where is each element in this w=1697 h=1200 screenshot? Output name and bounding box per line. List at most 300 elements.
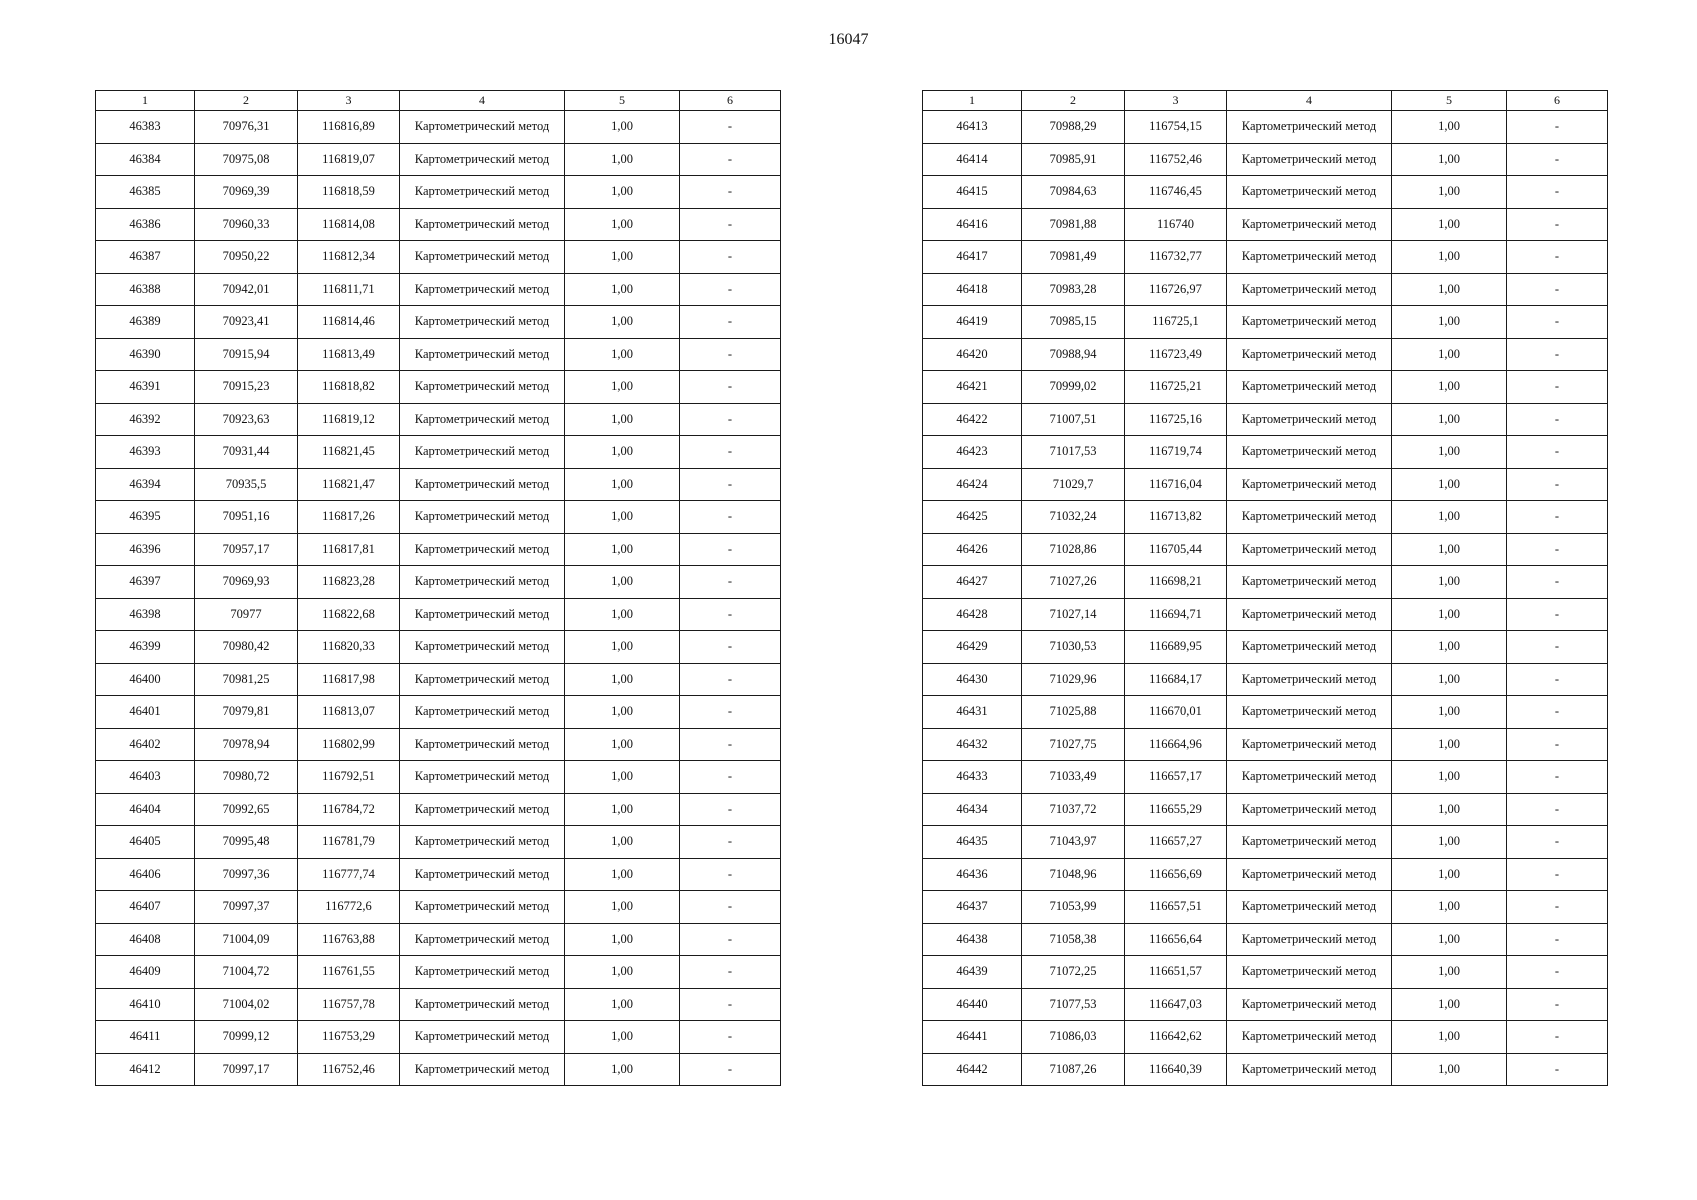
point-number-cell: 46413 — [923, 111, 1022, 144]
note-cell: - — [680, 338, 781, 371]
y-coordinate-cell: 116822,68 — [298, 598, 400, 631]
method-cell: Картометрический метод — [1227, 273, 1392, 306]
column-header-4: 4 — [1227, 91, 1392, 111]
table-row — [923, 956, 1608, 989]
x-coordinate-cell: 70979,81 — [195, 696, 298, 729]
table-row — [96, 241, 781, 274]
column-header-2: 2 — [1022, 91, 1125, 111]
x-coordinate-cell: 71007,51 — [1022, 403, 1125, 436]
column-header-6: 6 — [680, 91, 781, 111]
point-number-cell: 46398 — [96, 598, 195, 631]
table-row — [96, 826, 781, 859]
accuracy-cell: 1,00 — [1392, 891, 1507, 924]
point-number-cell: 46409 — [96, 956, 195, 989]
method-cell: Картометрический метод — [400, 728, 565, 761]
y-coordinate-cell: 116784,72 — [298, 793, 400, 826]
accuracy-cell: 1,00 — [565, 403, 680, 436]
x-coordinate-cell: 71058,38 — [1022, 923, 1125, 956]
accuracy-cell: 1,00 — [1392, 761, 1507, 794]
accuracy-cell: 1,00 — [565, 273, 680, 306]
note-cell: - — [680, 696, 781, 729]
y-coordinate-cell: 116670,01 — [1125, 696, 1227, 729]
point-number-cell: 46437 — [923, 891, 1022, 924]
accuracy-cell: 1,00 — [565, 988, 680, 1021]
point-number-cell: 46416 — [923, 208, 1022, 241]
x-coordinate-cell: 70969,39 — [195, 176, 298, 209]
column-header-5: 5 — [1392, 91, 1507, 111]
x-coordinate-cell: 70935,5 — [195, 468, 298, 501]
point-number-cell: 46400 — [96, 663, 195, 696]
point-number-cell: 46422 — [923, 403, 1022, 436]
point-number-cell: 46404 — [96, 793, 195, 826]
x-coordinate-cell: 70988,94 — [1022, 338, 1125, 371]
note-cell: - — [680, 468, 781, 501]
table-row — [96, 956, 781, 989]
accuracy-cell: 1,00 — [1392, 176, 1507, 209]
method-cell: Картометрический метод — [400, 338, 565, 371]
accuracy-cell: 1,00 — [565, 1021, 680, 1054]
note-cell: - — [680, 826, 781, 859]
x-coordinate-cell: 71017,53 — [1022, 436, 1125, 469]
table-row — [96, 728, 781, 761]
x-coordinate-cell: 71029,96 — [1022, 663, 1125, 696]
method-cell: Картометрический метод — [400, 273, 565, 306]
accuracy-cell: 1,00 — [1392, 696, 1507, 729]
note-cell: - — [680, 923, 781, 956]
y-coordinate-cell: 116818,59 — [298, 176, 400, 209]
point-number-cell: 46399 — [96, 631, 195, 664]
point-number-cell: 46396 — [96, 533, 195, 566]
accuracy-cell: 1,00 — [565, 858, 680, 891]
method-cell: Картометрический метод — [1227, 306, 1392, 339]
accuracy-cell: 1,00 — [565, 631, 680, 664]
method-cell: Картометрический метод — [1227, 631, 1392, 664]
x-coordinate-cell: 70976,31 — [195, 111, 298, 144]
accuracy-cell: 1,00 — [1392, 208, 1507, 241]
point-number-cell: 46392 — [96, 403, 195, 436]
method-cell: Картометрический метод — [1227, 761, 1392, 794]
y-coordinate-cell: 116651,57 — [1125, 956, 1227, 989]
table-row — [96, 923, 781, 956]
accuracy-cell: 1,00 — [1392, 956, 1507, 989]
table-row — [96, 501, 781, 534]
note-cell: - — [680, 436, 781, 469]
x-coordinate-cell: 70988,29 — [1022, 111, 1125, 144]
y-coordinate-cell: 116719,74 — [1125, 436, 1227, 469]
point-number-cell: 46418 — [923, 273, 1022, 306]
accuracy-cell: 1,00 — [1392, 1053, 1507, 1086]
x-coordinate-cell: 70950,22 — [195, 241, 298, 274]
y-coordinate-cell: 116781,79 — [298, 826, 400, 859]
accuracy-cell: 1,00 — [1392, 793, 1507, 826]
x-coordinate-cell: 70997,37 — [195, 891, 298, 924]
note-cell: - — [680, 403, 781, 436]
y-coordinate-cell: 116812,34 — [298, 241, 400, 274]
y-coordinate-cell: 116732,77 — [1125, 241, 1227, 274]
method-cell: Картометрический метод — [1227, 208, 1392, 241]
y-coordinate-cell: 116657,51 — [1125, 891, 1227, 924]
method-cell: Картометрический метод — [1227, 988, 1392, 1021]
method-cell: Картометрический метод — [1227, 891, 1392, 924]
table-row — [923, 631, 1608, 664]
accuracy-cell: 1,00 — [1392, 598, 1507, 631]
accuracy-cell: 1,00 — [565, 306, 680, 339]
note-cell: - — [680, 631, 781, 664]
method-cell: Картометрический метод — [1227, 371, 1392, 404]
point-number-cell: 46411 — [96, 1021, 195, 1054]
x-coordinate-cell: 71027,26 — [1022, 566, 1125, 599]
y-coordinate-cell: 116657,27 — [1125, 826, 1227, 859]
table-row — [923, 598, 1608, 631]
point-number-cell: 46426 — [923, 533, 1022, 566]
point-number-cell: 46427 — [923, 566, 1022, 599]
point-number-cell: 46430 — [923, 663, 1022, 696]
point-number-cell: 46407 — [96, 891, 195, 924]
accuracy-cell: 1,00 — [1392, 468, 1507, 501]
table-row — [923, 826, 1608, 859]
note-cell: - — [1507, 1053, 1608, 1086]
table-row — [96, 533, 781, 566]
table-row — [923, 241, 1608, 274]
note-cell: - — [680, 111, 781, 144]
y-coordinate-cell: 116656,69 — [1125, 858, 1227, 891]
method-cell: Картометрический метод — [1227, 143, 1392, 176]
table-row — [923, 111, 1608, 144]
accuracy-cell: 1,00 — [565, 826, 680, 859]
method-cell: Картометрический метод — [1227, 598, 1392, 631]
point-number-cell: 46394 — [96, 468, 195, 501]
accuracy-cell: 1,00 — [1392, 306, 1507, 339]
column-header-1: 1 — [96, 91, 195, 111]
accuracy-cell: 1,00 — [565, 208, 680, 241]
x-coordinate-cell: 71037,72 — [1022, 793, 1125, 826]
y-coordinate-cell: 116698,21 — [1125, 566, 1227, 599]
accuracy-cell: 1,00 — [565, 533, 680, 566]
x-coordinate-cell: 71043,97 — [1022, 826, 1125, 859]
accuracy-cell: 1,00 — [1392, 631, 1507, 664]
y-coordinate-cell: 116820,33 — [298, 631, 400, 664]
accuracy-cell: 1,00 — [1392, 338, 1507, 371]
note-cell: - — [1507, 631, 1608, 664]
x-coordinate-cell: 71028,86 — [1022, 533, 1125, 566]
method-cell: Картометрический метод — [400, 566, 565, 599]
note-cell: - — [1507, 436, 1608, 469]
table-row — [923, 566, 1608, 599]
method-cell: Картометрический метод — [1227, 663, 1392, 696]
accuracy-cell: 1,00 — [565, 176, 680, 209]
note-cell: - — [1507, 956, 1608, 989]
point-number-cell: 46425 — [923, 501, 1022, 534]
point-number-cell: 46412 — [96, 1053, 195, 1086]
method-cell: Картометрический метод — [1227, 1021, 1392, 1054]
x-coordinate-cell: 71025,88 — [1022, 696, 1125, 729]
method-cell: Картометрический метод — [1227, 338, 1392, 371]
table-row — [96, 176, 781, 209]
note-cell: - — [1507, 566, 1608, 599]
accuracy-cell: 1,00 — [1392, 728, 1507, 761]
accuracy-cell: 1,00 — [1392, 143, 1507, 176]
method-cell: Картометрический метод — [400, 956, 565, 989]
accuracy-cell: 1,00 — [1392, 371, 1507, 404]
table-row — [96, 111, 781, 144]
point-number-cell: 46433 — [923, 761, 1022, 794]
point-number-cell: 46414 — [923, 143, 1022, 176]
method-cell: Картометрический метод — [1227, 533, 1392, 566]
x-coordinate-cell: 71029,7 — [1022, 468, 1125, 501]
y-coordinate-cell: 116817,26 — [298, 501, 400, 534]
note-cell: - — [1507, 533, 1608, 566]
accuracy-cell: 1,00 — [565, 956, 680, 989]
point-number-cell: 46435 — [923, 826, 1022, 859]
y-coordinate-cell: 116723,49 — [1125, 338, 1227, 371]
y-coordinate-cell: 116819,12 — [298, 403, 400, 436]
y-coordinate-cell: 116821,45 — [298, 436, 400, 469]
table-header-row — [96, 91, 781, 111]
x-coordinate-cell: 70942,01 — [195, 273, 298, 306]
method-cell: Картометрический метод — [400, 241, 565, 274]
accuracy-cell: 1,00 — [565, 696, 680, 729]
x-coordinate-cell: 71086,03 — [1022, 1021, 1125, 1054]
y-coordinate-cell: 116694,71 — [1125, 598, 1227, 631]
y-coordinate-cell: 116814,08 — [298, 208, 400, 241]
x-coordinate-cell: 70923,41 — [195, 306, 298, 339]
table-row — [96, 1053, 781, 1086]
y-coordinate-cell: 116802,99 — [298, 728, 400, 761]
point-number-cell: 46431 — [923, 696, 1022, 729]
y-coordinate-cell: 116725,1 — [1125, 306, 1227, 339]
table-row — [923, 663, 1608, 696]
x-coordinate-cell: 71004,02 — [195, 988, 298, 1021]
note-cell: - — [1507, 696, 1608, 729]
note-cell: - — [680, 1021, 781, 1054]
table-row — [96, 793, 781, 826]
method-cell: Картометрический метод — [1227, 728, 1392, 761]
y-coordinate-cell: 116757,78 — [298, 988, 400, 1021]
point-number-cell: 46423 — [923, 436, 1022, 469]
method-cell: Картометрический метод — [400, 501, 565, 534]
note-cell: - — [680, 761, 781, 794]
accuracy-cell: 1,00 — [565, 1053, 680, 1086]
table-row — [923, 696, 1608, 729]
column-header-5: 5 — [565, 91, 680, 111]
note-cell: - — [1507, 923, 1608, 956]
method-cell: Картометрический метод — [400, 988, 565, 1021]
accuracy-cell: 1,00 — [565, 566, 680, 599]
y-coordinate-cell: 116814,46 — [298, 306, 400, 339]
y-coordinate-cell: 116819,07 — [298, 143, 400, 176]
point-number-cell: 46389 — [96, 306, 195, 339]
x-coordinate-cell: 70992,65 — [195, 793, 298, 826]
y-coordinate-cell: 116763,88 — [298, 923, 400, 956]
point-number-cell: 46385 — [96, 176, 195, 209]
accuracy-cell: 1,00 — [565, 923, 680, 956]
accuracy-cell: 1,00 — [565, 501, 680, 534]
table-row — [96, 468, 781, 501]
y-coordinate-cell: 116746,45 — [1125, 176, 1227, 209]
method-cell: Картометрический метод — [1227, 176, 1392, 209]
accuracy-cell: 1,00 — [1392, 663, 1507, 696]
method-cell: Картометрический метод — [1227, 793, 1392, 826]
table-row — [96, 208, 781, 241]
point-number-cell: 46401 — [96, 696, 195, 729]
table-row — [96, 436, 781, 469]
note-cell: - — [680, 728, 781, 761]
column-header-3: 3 — [298, 91, 400, 111]
accuracy-cell: 1,00 — [565, 338, 680, 371]
x-coordinate-cell: 71004,09 — [195, 923, 298, 956]
y-coordinate-cell: 116821,47 — [298, 468, 400, 501]
y-coordinate-cell: 116640,39 — [1125, 1053, 1227, 1086]
method-cell: Картометрический метод — [1227, 436, 1392, 469]
method-cell: Картометрический метод — [1227, 1053, 1392, 1086]
method-cell: Картометрический метод — [1227, 111, 1392, 144]
method-cell: Картометрический метод — [400, 111, 565, 144]
y-coordinate-cell: 116761,55 — [298, 956, 400, 989]
y-coordinate-cell: 116817,81 — [298, 533, 400, 566]
method-cell: Картометрический метод — [400, 371, 565, 404]
note-cell: - — [680, 598, 781, 631]
y-coordinate-cell: 116811,71 — [298, 273, 400, 306]
table-row — [923, 728, 1608, 761]
note-cell: - — [1507, 663, 1608, 696]
y-coordinate-cell: 116655,29 — [1125, 793, 1227, 826]
point-number-cell: 46432 — [923, 728, 1022, 761]
method-cell: Картометрический метод — [400, 403, 565, 436]
table-row — [923, 306, 1608, 339]
accuracy-cell: 1,00 — [1392, 111, 1507, 144]
accuracy-cell: 1,00 — [565, 241, 680, 274]
point-number-cell: 46390 — [96, 338, 195, 371]
x-coordinate-cell: 70984,63 — [1022, 176, 1125, 209]
y-coordinate-cell: 116813,07 — [298, 696, 400, 729]
point-number-cell: 46434 — [923, 793, 1022, 826]
x-coordinate-cell: 70983,28 — [1022, 273, 1125, 306]
y-coordinate-cell: 116740 — [1125, 208, 1227, 241]
point-number-cell: 46403 — [96, 761, 195, 794]
point-number-cell: 46415 — [923, 176, 1022, 209]
method-cell: Картометрический метод — [1227, 501, 1392, 534]
method-cell: Картометрический метод — [1227, 826, 1392, 859]
x-coordinate-cell: 70978,94 — [195, 728, 298, 761]
note-cell: - — [680, 208, 781, 241]
accuracy-cell: 1,00 — [565, 761, 680, 794]
method-cell: Картометрический метод — [400, 533, 565, 566]
y-coordinate-cell: 116689,95 — [1125, 631, 1227, 664]
accuracy-cell: 1,00 — [565, 111, 680, 144]
table-row — [923, 858, 1608, 891]
table-row — [96, 306, 781, 339]
point-number-cell: 46405 — [96, 826, 195, 859]
accuracy-cell: 1,00 — [1392, 858, 1507, 891]
accuracy-cell: 1,00 — [1392, 501, 1507, 534]
point-number-cell: 46406 — [96, 858, 195, 891]
note-cell: - — [680, 858, 781, 891]
point-number-cell: 46419 — [923, 306, 1022, 339]
point-number-cell: 46421 — [923, 371, 1022, 404]
x-coordinate-cell: 70951,16 — [195, 501, 298, 534]
method-cell: Картометрический метод — [400, 696, 565, 729]
table-row — [923, 403, 1608, 436]
note-cell: - — [680, 988, 781, 1021]
note-cell: - — [1507, 371, 1608, 404]
point-number-cell: 46420 — [923, 338, 1022, 371]
table-row — [923, 923, 1608, 956]
table-row — [96, 663, 781, 696]
table-row — [96, 566, 781, 599]
method-cell: Картометрический метод — [400, 923, 565, 956]
x-coordinate-cell: 71032,24 — [1022, 501, 1125, 534]
method-cell: Картометрический метод — [400, 826, 565, 859]
method-cell: Картометрический метод — [1227, 468, 1392, 501]
y-coordinate-cell: 116818,82 — [298, 371, 400, 404]
x-coordinate-cell: 71053,99 — [1022, 891, 1125, 924]
accuracy-cell: 1,00 — [565, 598, 680, 631]
y-coordinate-cell: 116657,17 — [1125, 761, 1227, 794]
x-coordinate-cell: 71027,14 — [1022, 598, 1125, 631]
method-cell: Картометрический метод — [1227, 923, 1392, 956]
table-row — [923, 176, 1608, 209]
y-coordinate-cell: 116817,98 — [298, 663, 400, 696]
table-row — [96, 1021, 781, 1054]
x-coordinate-cell: 70923,63 — [195, 403, 298, 436]
note-cell: - — [1507, 988, 1608, 1021]
note-cell: - — [1507, 208, 1608, 241]
x-coordinate-cell: 70980,72 — [195, 761, 298, 794]
point-number-cell: 46386 — [96, 208, 195, 241]
point-number-cell: 46388 — [96, 273, 195, 306]
accuracy-cell: 1,00 — [565, 891, 680, 924]
x-coordinate-cell: 70997,17 — [195, 1053, 298, 1086]
table-row — [923, 761, 1608, 794]
point-number-cell: 46440 — [923, 988, 1022, 1021]
note-cell: - — [680, 241, 781, 274]
note-cell: - — [1507, 761, 1608, 794]
point-number-cell: 46441 — [923, 1021, 1022, 1054]
point-number-cell: 46393 — [96, 436, 195, 469]
table-row — [923, 338, 1608, 371]
note-cell: - — [1507, 728, 1608, 761]
table-row — [96, 696, 781, 729]
note-cell: - — [680, 566, 781, 599]
x-coordinate-cell: 70915,94 — [195, 338, 298, 371]
table-row — [96, 988, 781, 1021]
y-coordinate-cell: 116816,89 — [298, 111, 400, 144]
table-row — [923, 273, 1608, 306]
y-coordinate-cell: 116705,44 — [1125, 533, 1227, 566]
column-header-3: 3 — [1125, 91, 1227, 111]
coordinates-table-right — [922, 90, 1608, 1086]
x-coordinate-cell: 71087,26 — [1022, 1053, 1125, 1086]
x-coordinate-cell: 70997,36 — [195, 858, 298, 891]
point-number-cell: 46429 — [923, 631, 1022, 664]
x-coordinate-cell: 70985,15 — [1022, 306, 1125, 339]
point-number-cell: 46408 — [96, 923, 195, 956]
point-number-cell: 46442 — [923, 1053, 1022, 1086]
accuracy-cell: 1,00 — [1392, 826, 1507, 859]
y-coordinate-cell: 116753,29 — [298, 1021, 400, 1054]
page-number: 16047 — [828, 31, 869, 48]
x-coordinate-cell: 70969,93 — [195, 566, 298, 599]
x-coordinate-cell: 71033,49 — [1022, 761, 1125, 794]
accuracy-cell: 1,00 — [565, 728, 680, 761]
method-cell: Картометрический метод — [400, 631, 565, 664]
x-coordinate-cell: 70931,44 — [195, 436, 298, 469]
x-coordinate-cell: 70981,88 — [1022, 208, 1125, 241]
column-header-4: 4 — [400, 91, 565, 111]
note-cell: - — [680, 891, 781, 924]
note-cell: - — [1507, 111, 1608, 144]
method-cell: Картометрический метод — [1227, 956, 1392, 989]
